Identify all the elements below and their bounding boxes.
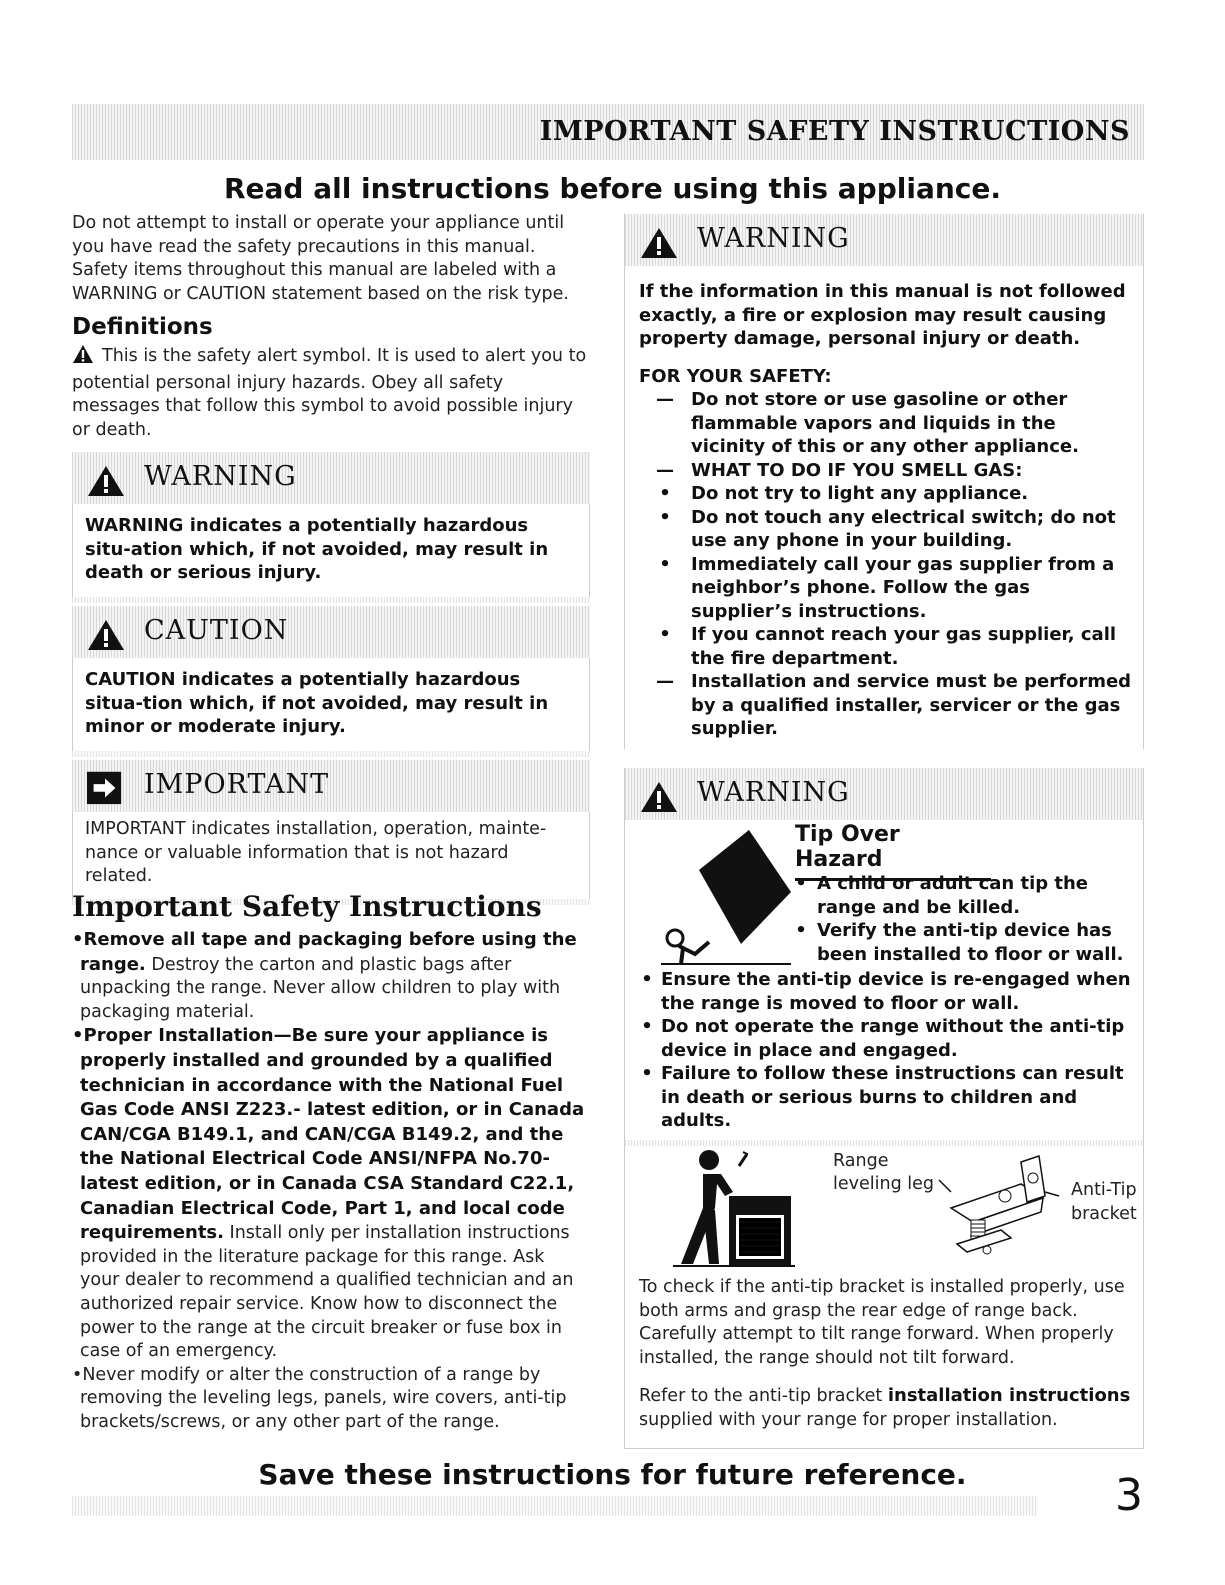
list-item	[639, 670, 1133, 741]
list-marker: •	[659, 483, 671, 504]
box-divider	[625, 1140, 1143, 1146]
fig-label-leveling-leg: leveling leg	[833, 1174, 934, 1194]
list-item	[633, 1015, 1133, 1062]
anti-tip-bracket-label	[1071, 1178, 1137, 1226]
list-item-bold: Proper Installation—Be sure your appliance is properly installed and grounded by a qualified technician in accordance with the National Fuel Gas Code ANSI Z223.- latest edition, or in Canada CAN/CGA B149.1, and CAN/CGA B149.2, and the the National Electrical Code ANSI/NFPA No.70-latest edition, or in Canada CSA Standard C22.1, Canadian Electrical Code, Part 1, and local code requirements.	[80, 1025, 585, 1244]
warning-definition-header	[72, 452, 590, 504]
gas-warning-lead: If the information in this manual is not followed exactly, a fire or explosion may result causing property damage, personal injury or death.	[639, 281, 1126, 349]
important-definition-label: IMPORTANT	[144, 769, 330, 800]
list-marker: —	[656, 671, 674, 692]
person-tilting-range-illustration	[673, 1148, 803, 1268]
important-definition-text: IMPORTANT indicates installation, operation, mainte-nance or valuable information that is not hazard related.	[72, 812, 590, 899]
list-item-text: A child or adult can tip the range and be killed.	[817, 873, 1089, 918]
list-item	[639, 553, 1133, 624]
list-item	[639, 482, 1133, 506]
bullet-marker: •	[72, 929, 84, 950]
caution-alert-icon	[86, 618, 126, 652]
list-item	[639, 506, 1133, 553]
warning-definition-label: WARNING	[144, 461, 297, 492]
header-bar	[72, 104, 1144, 160]
list-marker: —	[656, 389, 674, 410]
bullet-marker: •	[795, 873, 807, 894]
list-item-text: Ensure the anti-tip device is re-engaged when the range is moved to floor or wall.	[661, 969, 1131, 1014]
list-item-text: Do not try to light any appliance.	[691, 483, 1029, 504]
gas-warning-list	[639, 388, 1133, 741]
header-title: IMPORTANT SAFETY INSTRUCTIONS	[539, 116, 1130, 147]
fig-label-anti-tip: Anti-Tip	[1071, 1180, 1137, 1200]
tip-over-warning-header	[625, 768, 1143, 820]
list-marker: •	[659, 553, 671, 575]
box-divider	[72, 597, 590, 603]
warning-definition-box	[72, 452, 590, 603]
caution-definition-text: CAUTION indicates a potentially hazardous situa-tion which, if not avoided, may result in minor or moderate injury.	[72, 658, 590, 751]
bullet-marker: •	[641, 969, 653, 990]
tip-over-list	[633, 968, 1133, 1133]
footer-bar	[72, 1496, 1038, 1516]
important-definition-box	[72, 760, 590, 905]
refer-bold: installation instructions	[887, 1385, 1131, 1406]
bullet-marker: •	[641, 1063, 653, 1084]
tip-over-title: Tip Over Hazard	[795, 822, 991, 881]
safety-alert-icon	[72, 344, 94, 372]
list-item	[639, 623, 1133, 670]
anti-tip-refer-text	[639, 1384, 1137, 1432]
list-item	[785, 919, 1137, 966]
bullet-marker: •	[72, 1364, 83, 1385]
list-item	[639, 388, 1133, 459]
bullet-marker: •	[641, 1016, 653, 1037]
box-divider	[72, 751, 590, 757]
refer-suffix: supplied with your range for proper installation.	[639, 1409, 1058, 1430]
anti-tip-check-text: To check if the anti-tip bracket is installed properly, use both arms and grasp the rear edge of range back. Carefully attempt to tilt range forward. When properly installed, the range should not tilt forward.	[639, 1277, 1125, 1368]
list-marker: •	[659, 624, 671, 645]
list-marker: •	[659, 506, 671, 528]
important-safety-list	[72, 928, 588, 1434]
caution-definition-label: CAUTION	[144, 615, 289, 646]
bullet-marker: •	[72, 1025, 84, 1047]
refer-prefix: Refer to the anti-tip bracket	[639, 1386, 888, 1406]
list-item	[633, 968, 1133, 1015]
warning-alert-icon	[639, 780, 679, 814]
list-item	[72, 1364, 588, 1435]
gas-warning-header	[625, 214, 1143, 266]
arrow-right-icon	[86, 768, 124, 806]
tip-over-side-list	[785, 872, 1137, 966]
list-item-text: Failure to follow these instructions can result in death or serious burns to children and adults.	[661, 1063, 1124, 1131]
list-item-text: Destroy the carton and plastic bags after unpacking the range. Never allow children to play with packaging material.	[80, 954, 561, 1022]
warning-alert-icon	[639, 226, 679, 260]
page-headline: Read all instructions before using this appliance.	[223, 172, 1002, 205]
definitions-text: This is the safety alert symbol. It is used to alert you to potential personal injury hazards. Obey all safety messages that follow this symbol to avoid possible injury or death.	[72, 346, 587, 440]
list-item	[639, 459, 1133, 483]
list-item-text: WHAT TO DO IF YOU SMELL GAS:	[691, 459, 1023, 481]
list-item-text: If you cannot reach your gas supplier, call the fire department.	[691, 624, 1117, 669]
warning-definition-text: WARNING indicates a potentially hazardous situ-ation which, if not avoided, may result in death or serious injury.	[72, 504, 590, 597]
warning-alert-icon	[86, 464, 126, 498]
list-item	[633, 1062, 1133, 1133]
important-definition-header	[72, 760, 590, 812]
list-item-text: Installation and service must be performed by a qualified installer, servicer or the gas supplier.	[691, 671, 1132, 739]
fig-label-bracket: bracket	[1071, 1204, 1137, 1224]
list-marker: —	[656, 459, 674, 481]
list-item-bold: Remove all tape and packaging before using the range.	[80, 929, 577, 975]
for-your-safety-label: FOR YOUR SAFETY:	[639, 365, 832, 387]
anti-tip-bracket-illustration	[921, 1152, 1071, 1262]
page-number: 3	[1115, 1470, 1143, 1521]
gas-warning-body	[625, 266, 1143, 749]
important-safety-instructions-title: Important Safety Instructions	[72, 890, 542, 923]
list-item-text: Verify the anti-tip device has been installed to floor or wall.	[817, 920, 1124, 965]
caution-definition-header	[72, 606, 590, 658]
bullet-marker: •	[795, 920, 807, 941]
list-item	[72, 1024, 588, 1363]
list-item-text: Immediately call your gas supplier from a neighbor’s phone. Follow the gas supplier’s instructions.	[691, 553, 1115, 622]
gas-warning-box	[624, 214, 1144, 749]
list-item-text: Never modify or alter the construction of a range by removing the leveling legs, panels, wire covers, anti-tip brackets/screws, or any other part of the range.	[80, 1364, 567, 1432]
tipping-range-illustration	[641, 830, 801, 968]
gas-warning-label: WARNING	[697, 223, 850, 254]
footer-text: Save these instructions for future reference.	[258, 1458, 967, 1491]
list-item-text: Do not store or use gasoline or other flammable vapors and liquids in the vicinity of this or any other appliance.	[691, 389, 1079, 457]
list-item-text: Do not operate the range without the anti-tip device in place and engaged.	[661, 1016, 1125, 1061]
list-item	[72, 928, 588, 1024]
intro-paragraph: Do not attempt to install or operate your appliance until you have read the safety precautions in this manual. Safety items throughout this manual are labeled with a WARNING or CAUTION statement based on the risk type.	[72, 213, 569, 304]
list-item-text: Do not touch any electrical switch; do not use any phone in your building.	[691, 506, 1116, 551]
caution-definition-box	[72, 606, 590, 757]
fig-label-range: Range	[833, 1151, 889, 1171]
definitions-title: Definitions	[72, 314, 213, 340]
list-item-text: Install only per installation instructions provided in the literature package for this range. Ask your dealer to recommend a qualified technician and an authorized repair service. Know how to disconnect the power to the range at the circuit breaker or fuse box in case of an emergency.	[80, 1223, 574, 1362]
range-leveling-leg-label	[833, 1150, 934, 1196]
definitions-text-block	[72, 344, 592, 442]
tip-over-warning-label: WARNING	[697, 777, 850, 808]
list-item	[785, 872, 1137, 919]
tip-over-warning-box	[624, 768, 1144, 1449]
